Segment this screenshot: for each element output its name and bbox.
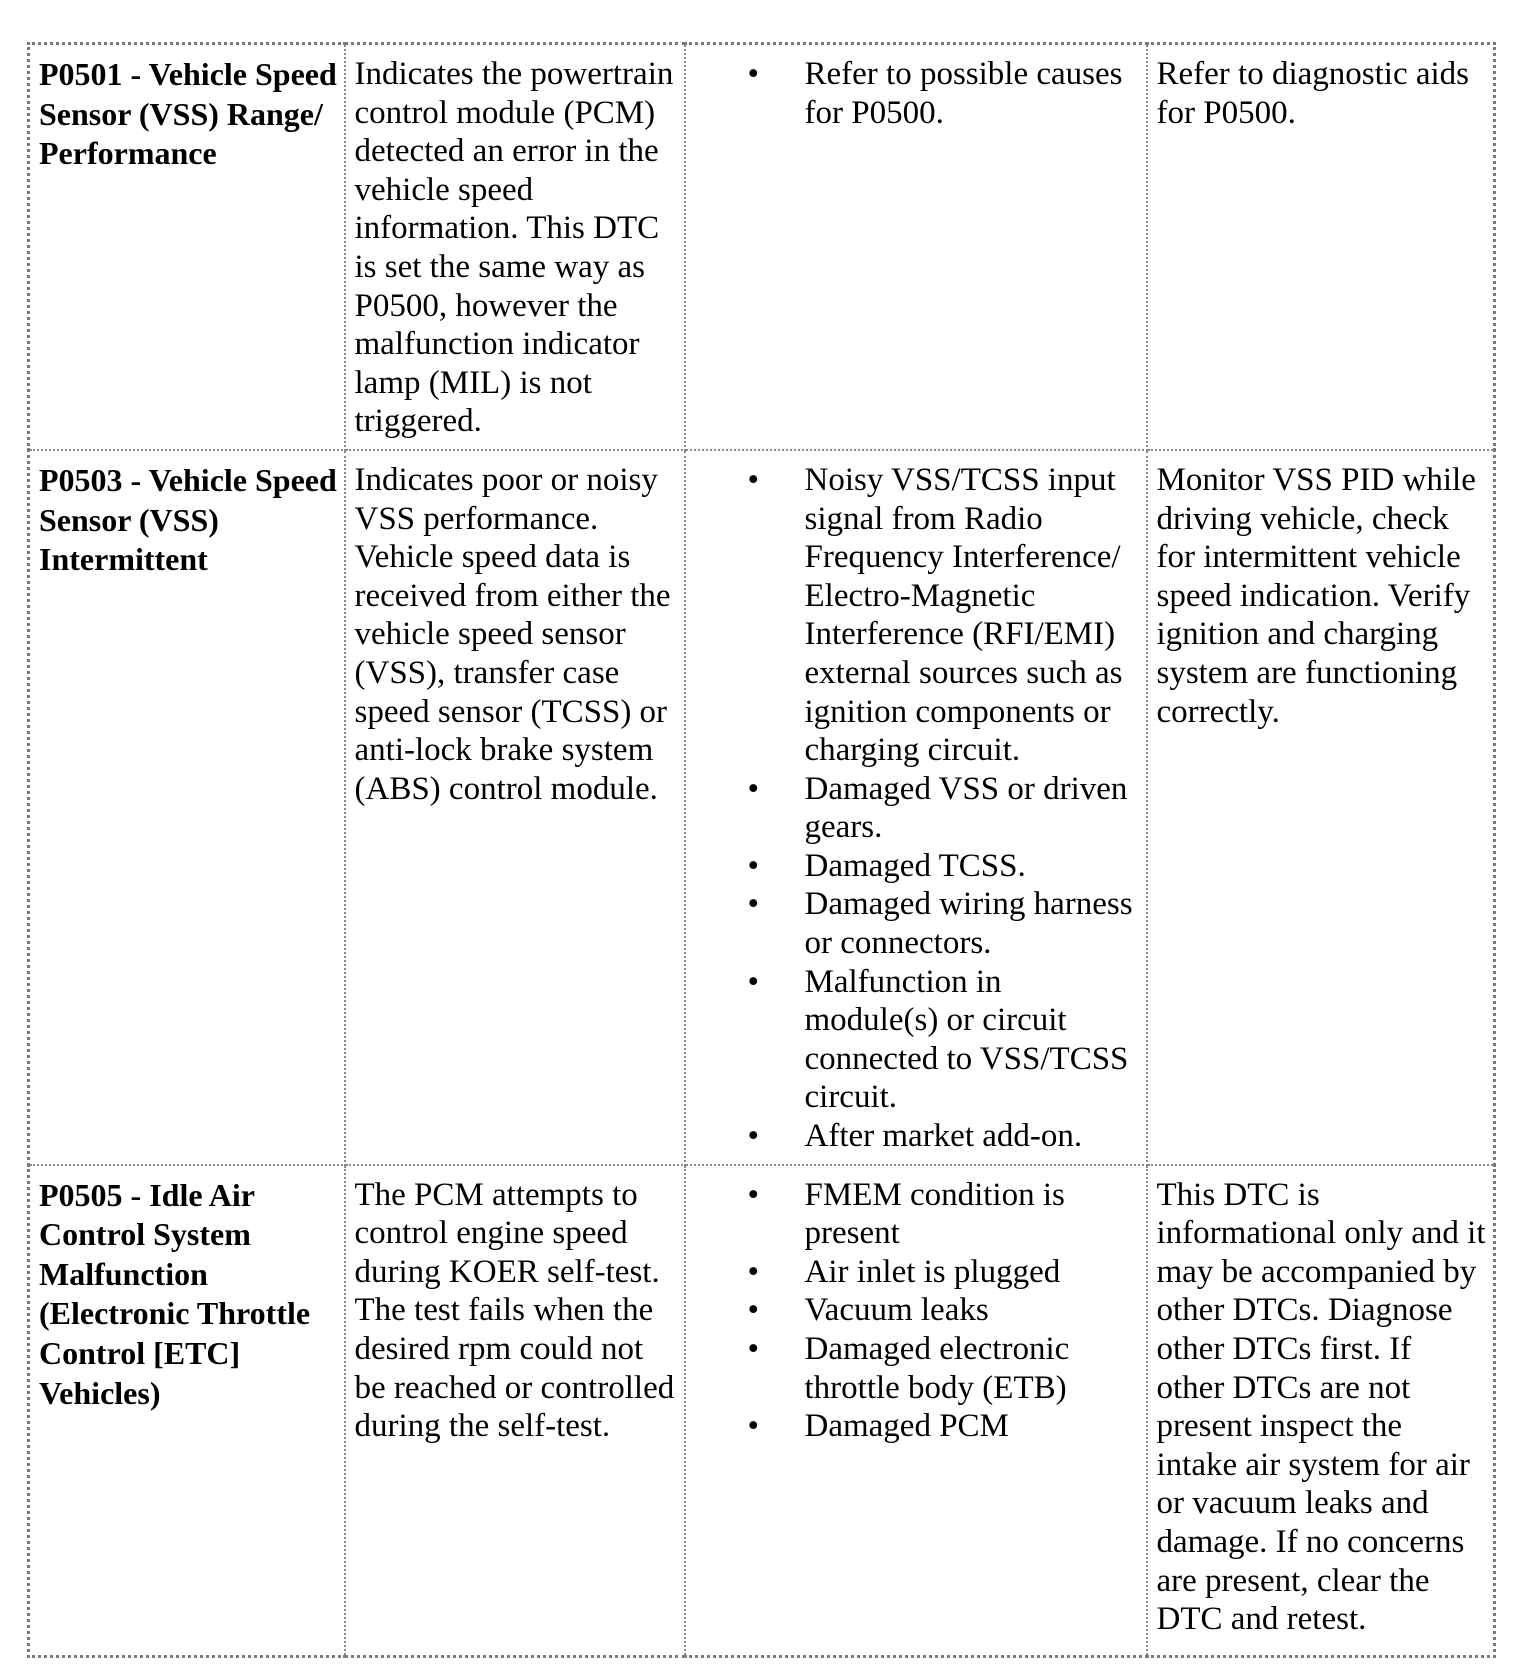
dtc-description-cell (345, 44, 685, 450)
bullet-icon: • (747, 1408, 760, 1445)
dtc-description: The PCM attempts to control engine speed during KOER self-test. The test fails when the desired rpm could not be reached or controlled during the self-test. (354, 1176, 675, 1445)
table-row (29, 1165, 1495, 1657)
list-item: • Vacuum leaks (747, 1292, 989, 1329)
list-item: • After market add-on. (747, 1118, 1083, 1155)
dtc-code-title: P0501 - Vehicle Speed Sensor (VSS) Range/ Performance (39, 56, 337, 172)
possible-causes-list (695, 1176, 1140, 1446)
list-item: • FMEM condition is present (747, 1176, 1065, 1252)
list-item: • Damaged VSS or driven gears. (747, 770, 1128, 846)
bullet-icon: • (747, 1292, 760, 1329)
dtc-code-title: P0505 - Idle Air Control System Malfunction (Electronic Throttle Control [ETC] Vehicles) (39, 1176, 311, 1411)
bullet-icon: • (747, 1118, 760, 1155)
table-row (29, 44, 1495, 450)
list-item: • Noisy VSS/TCSS input signal from Radio Frequency Interference/ Electro-Magnetic Interference (RFI/EMI) external sources such as ignition components or charging circuit. (747, 461, 1123, 769)
dtc-description-cell (345, 1165, 685, 1657)
bullet-icon: • (747, 461, 760, 498)
bullet-icon: • (747, 56, 760, 92)
bullet-icon: • (747, 770, 760, 807)
table-row (29, 450, 1495, 1165)
list-item: • Damaged electronic throttle body (ETB) (747, 1331, 1070, 1406)
possible-causes-cell (685, 450, 1147, 1165)
dtc-code-cell (29, 450, 345, 1165)
bullet-icon: • (747, 886, 760, 923)
diagnostic-action-cell (1147, 44, 1495, 450)
diagnostic-action: Monitor VSS PID while driving vehicle, check for intermittent vehicle speed indication. Verify ignition and charging system are functioning correctly. (1156, 461, 1476, 730)
dtc-description: Indicates the powertrain control module (PCM) detected an error in the vehicle speed information. This DTC is set the same way as P0500, however the malfunction indicator lamp (MIL) is not triggered. (354, 56, 674, 440)
diagnostic-action-cell (1147, 1165, 1495, 1657)
list-item: • Air inlet is plugged (747, 1253, 1061, 1290)
dtc-code-cell (29, 44, 345, 450)
dtc-code-title: P0503 - Vehicle Speed Sensor (VSS) Intermittent (39, 461, 337, 578)
possible-causes-cell (685, 1165, 1147, 1657)
dtc-description: Indicates poor or noisy VSS performance. Vehicle speed data is received from either the vehicle speed sensor (VSS), transfer case speed sensor (TCSS) or anti-lock brake system (ABS) control module. (354, 461, 671, 807)
diagnostic-action: Refer to diagnostic aids for P0500. (1156, 56, 1470, 131)
bullet-icon: • (747, 847, 760, 884)
bullet-icon: • (747, 963, 760, 1000)
bullet-icon: • (747, 1253, 760, 1290)
list-item: • Damaged PCM (747, 1408, 1009, 1445)
dtc-description-cell (345, 450, 685, 1165)
bullet-icon: • (747, 1176, 760, 1213)
list-item: • Damaged wiring harness or connectors. (747, 886, 1133, 962)
diagnostic-action: This DTC is informational only and it may be accompanied by other DTCs. Diagnose other DTCs first. If other DTCs are not present inspect the intake air system for air or vacuum leaks and damage. If no concerns are present, clear the DTC and retest. (1156, 1176, 1486, 1638)
bullet-icon: • (747, 1331, 760, 1367)
list-item: • Malfunction in module(s) or circuit connected to VSS/TCSS circuit. (747, 963, 1129, 1116)
list-item: • Damaged TCSS. (747, 847, 1026, 884)
dtc-code-cell (29, 1165, 345, 1657)
possible-causes-list (695, 461, 1140, 1156)
diagnostic-action-cell (1147, 450, 1495, 1165)
dtc-table (27, 42, 1496, 1658)
possible-causes-list (695, 55, 1140, 132)
list-item: • Refer to possible causes for P0500. (747, 56, 1123, 131)
possible-causes-cell (685, 44, 1147, 450)
